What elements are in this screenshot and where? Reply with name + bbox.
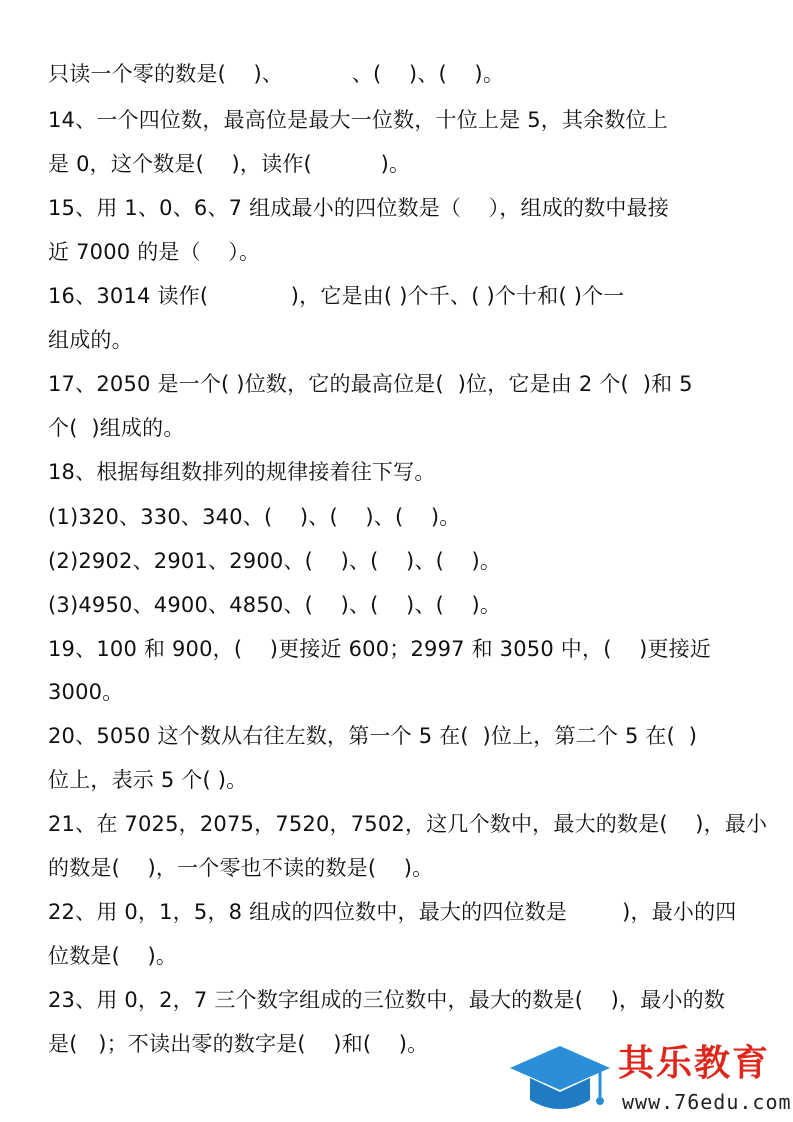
question-line: 只读一个零的数是( )、 、( )、( )。 <box>48 62 505 86</box>
question-line: 20、5050 这个数从右往左数，第一个 5 在( )位上，第二个 5 在( ) <box>48 724 698 748</box>
brand-logo <box>508 1040 793 1122</box>
question-line: 位数是( )。 <box>48 944 178 968</box>
question-line: 22、用 0，1，5，8 组成的四位数中，最大的四位数是 )，最小的四 <box>48 900 737 924</box>
question-line: 3000。 <box>48 680 124 704</box>
question-line: 组成的。 <box>48 328 133 352</box>
brand-name: 其乐教育 <box>618 1043 771 1084</box>
graduation-cap-icon <box>508 1044 612 1118</box>
brand-url: www.76edu.com <box>622 1090 792 1114</box>
question-line: (2)2902、2901、2900、( )、( )、( )。 <box>48 549 502 573</box>
question-line: (1)320、330、340、( )、( )、( )。 <box>48 505 461 529</box>
question-line: 是( )；不读出零的数字是( )和( )。 <box>48 1032 429 1056</box>
question-line: 16、3014 读作( )，它是由( )个千、( )个十和( )个一 <box>48 284 625 308</box>
question-line: 14、一个四位数，最高位是最大一位数，十位上是 5，其余数位上 <box>48 108 668 132</box>
question-line: (3)4950、4900、4850、( )、( )、( )。 <box>48 593 502 617</box>
question-line: 21、在 7025，2075，7520，7502，这几个数中，最大的数是( )，最小 <box>48 812 768 836</box>
question-line: 的数是( )，一个零也不读的数是( )。 <box>48 856 434 880</box>
question-line: 近 7000 的是（ ）。 <box>48 240 261 264</box>
question-line: 个( )组成的。 <box>48 416 185 440</box>
question-line: 23、用 0，2，7 三个数字组成的三位数中，最大的数是( )，最小的数 <box>48 988 726 1012</box>
question-line: 位上，表示 5 个( )。 <box>48 768 248 792</box>
question-line: 15、用 1、0、6、7 组成最小的四位数是（ ），组成的数中最接 <box>48 196 669 220</box>
question-line: 是 0，这个数是( )，读作( )。 <box>48 152 411 176</box>
question-line: 18、根据每组数排列的规律接着往下写。 <box>48 460 436 484</box>
question-line: 17、2050 是一个( )位数，它的最高位是( )位，它是由 2 个( )和 5 <box>48 372 693 396</box>
question-line: 19、100 和 900，( )更接近 600；2997 和 3050 中，( )更接近 <box>48 637 712 661</box>
